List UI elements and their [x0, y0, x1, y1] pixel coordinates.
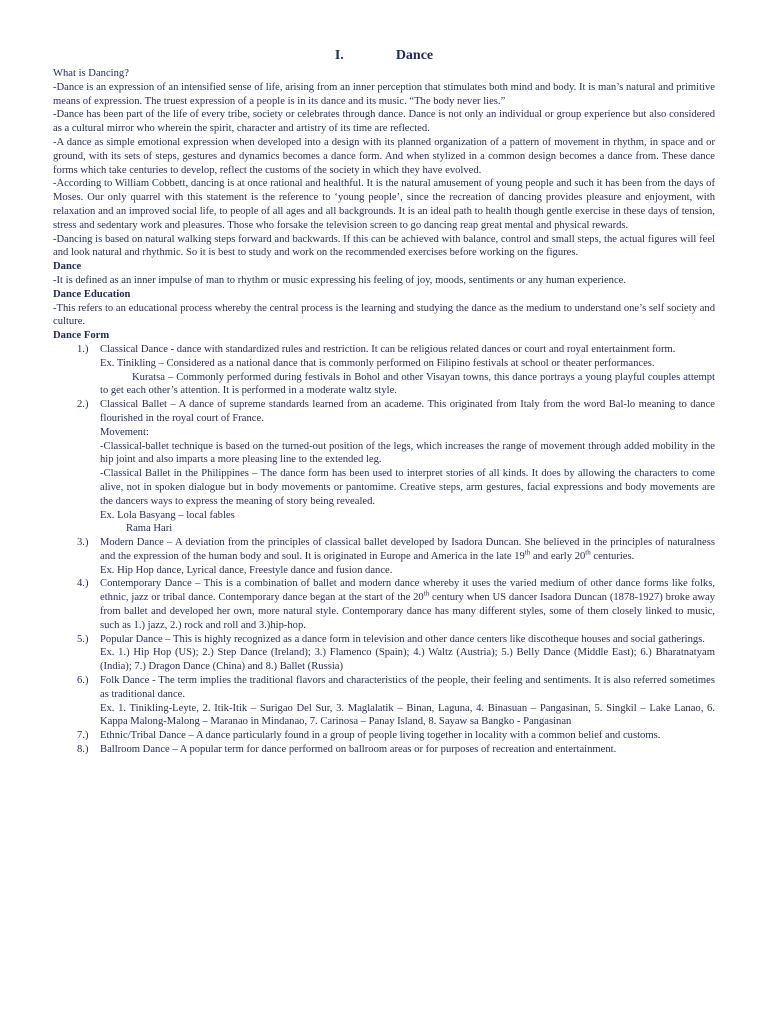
item-number: 5.) [77, 633, 89, 645]
item-example: Ex. Lola Basyang – local fables [100, 509, 235, 521]
item-example: Ex. Tinikling – Considered as a national dance that is commonly performed on Filipino festivals at school or theater performances. [100, 357, 655, 369]
title-text: Dance [395, 48, 434, 63]
item-number: 2.) [77, 399, 89, 411]
forms-heading: Dance Form [53, 330, 110, 342]
item-detail: -Classical Ballet in the Philippines – The dance form has been used to interpret stories of all kinds. It does by allowing the characters to come alive, not in spoken dialogue but in body movements or pantomime. Creative steps, arm gestures, facial expressions and body movements are the dancers ways to express the meaning of story being revealed. [100, 468, 715, 507]
item-example: Kuratsa – Commonly performed during festivals in Bohol and other Visayan towns, this dance portrays a young playful couples attempt to get each other’s attention. It is performed in a moderate waltz style. [100, 371, 715, 397]
item-number: 7.) [77, 730, 89, 742]
item-number: 6.) [77, 675, 89, 687]
item-text: Popular Dance – This is highly recognized as a dance form in television and other dance centers like discotheque houses and social gatherings. [100, 633, 705, 645]
item-number: 8.) [77, 744, 89, 756]
item-subheading: Movement: [100, 426, 149, 438]
dance-heading: Dance [53, 261, 82, 273]
item-text: Classical Ballet – A dance of supreme standards learned from an academe. This originated from Italy from the word Bal-lo meaning to dance flourished in the royal court of France. [100, 399, 715, 424]
intro-paragraph: -Dancing is based on natural walking steps forward and backwards. If this can be achieved with balance, control and small steps, the actual figures will feel and look natural and rhythmic. So it is best to study and work on the recommended exercises before working on the figures. [53, 233, 715, 259]
intro-paragraph: -According to William Cobbett, dancing is at once rational and healthful. It is the natural amusement of young people and such it has been from the days of Moses. Our only quarrel with this statement is the reference to ‘young people’, since the recreation of dancing provides pleasure and enjoyment, with relaxation and an improved social life, to people of all ages and all backgrounds. It is an ideal path to health though gentle exercise in these days of tension, stress and sedentary work and pleasures. Those who forsake the television screen to go dancing reap great mental and physical rewards. [53, 178, 715, 231]
intro-paragraph: -A dance as simple emotional expression when developed into a design with its planned organization of a pattern of movement in rhythm, in space and or ground, with its sets of steps, gestures and dynamics becomes a dance form. And when stylized in a common design becomes a dance from. These dance forms which take centuries to develop, reflect the customs of the society in which they have evolved. [53, 136, 715, 176]
list-item [53, 674, 715, 729]
intro-paragraph: -Dance has been part of the life of every tribe, society or celebrates through dance. Dance is not only an individual or group experience but also considered as a cultural mirror who wherein the spirit, character and artistry of its time are reflected. [53, 109, 715, 135]
list-item [53, 343, 715, 398]
item-text: Folk Dance - The term implies the traditional flavors and characteristics of the people, their feeling and sentiments. It is also referred sometimes as traditional dance. [100, 675, 715, 700]
item-example: Rama Hari [126, 523, 173, 535]
item-text: Ethnic/Tribal Dance – A dance particularly found in a group of people living together in locality with a common belief and customs. [100, 730, 661, 742]
item-example: Ex. Hip Hop dance, Lyrical dance, Freestyle dance and fusion dance. [100, 564, 393, 576]
dance-definition: -It is defined as an inner impulse of man to rhythm or music expressing his feeling of joy, moods, sentiments or any human experience. [53, 274, 627, 286]
intro-paragraph: -Dance is an expression of an intensified sense of life, arising from an inner perception that stimulates both mind and body. It is man’s natural and primitive means of expression. The truest expression of a people is in its dance and its music. “The body never lies.” [53, 81, 715, 107]
item-number: 3.) [77, 537, 89, 549]
item-example: Ex. 1. Tinikling-Leyte, 2. Itik-Itik – Surigao Del Sur, 3. Maglalatik – Binan, Laguna, 4. Binasuan – Pangasinan, 5. Singkil – Lake Lanao, 6. Kappa Malong-Malong – Maranao in Mindanao, 7. Carinosa – Panay Island, 8. Sayaw sa Bangko - Pangasinan [100, 702, 715, 728]
list-item [53, 729, 715, 743]
item-text: Classical Dance - dance with standardized rules and restriction. It can be religious related dances or court and royal entertainment form. [100, 343, 676, 355]
list-item [53, 633, 715, 674]
list-item [53, 743, 715, 757]
list-item [53, 577, 715, 632]
item-text: Contemporary Dance – This is a combination of ballet and modern dance whereby it uses the varied medium of other dance forms like folks, ethnic, jazz or tribal dance. Contemporary dance began at the start of the 20th century when US dancer Isadora Duncan (1878-1927) broke away from ballet and developed her own, more natural style. Contemporary dance has many different styles, some of them closely linked to music, such as 1.) jazz, 2.) rock and roll and 3.)hip-hop. [100, 578, 715, 631]
document-body [53, 67, 715, 757]
education-definition: -This refers to an educational process whereby the central process is the learning and studying the dance as the medium to understand one’s self society and culture. [53, 302, 715, 328]
item-text: Modern Dance – A deviation from the principles of classical ballet developed by Isadora Duncan. She believed in the principles of naturalness and the expression of the human body and soul. It is originated in Europe and America in the late 19th and early 20th centuries. [100, 537, 715, 562]
item-number: 4.) [77, 578, 89, 590]
list-item [53, 536, 715, 577]
item-text: Ballroom Dance – A popular term for dance performed on ballroom areas or for purposes of recreation and entertainment. [100, 744, 617, 756]
page-title [0, 49, 768, 63]
item-detail: -Classical-ballet technique is based on the turned-out position of the legs, which increases the range of movement through added mobility in the hip joint and also imparts a more pleasing line to the extended leg. [100, 440, 715, 466]
item-example: Ex. 1.) Hip Hop (US); 2.) Step Dance (Ireland); 3.) Flamenco (Spain); 4.) Waltz (Austria); 5.) Belly Dance (Middle East); 6.) Bharatnatyam (India); 7.) Dragon Dance (China) and 8.) Ballet (Russia) [100, 647, 715, 673]
title-number: I. [334, 48, 344, 63]
list-item [53, 398, 715, 536]
item-number: 1.) [77, 343, 89, 355]
intro-heading: What is Dancing? [53, 68, 129, 79]
education-heading: Dance Education [53, 288, 131, 300]
